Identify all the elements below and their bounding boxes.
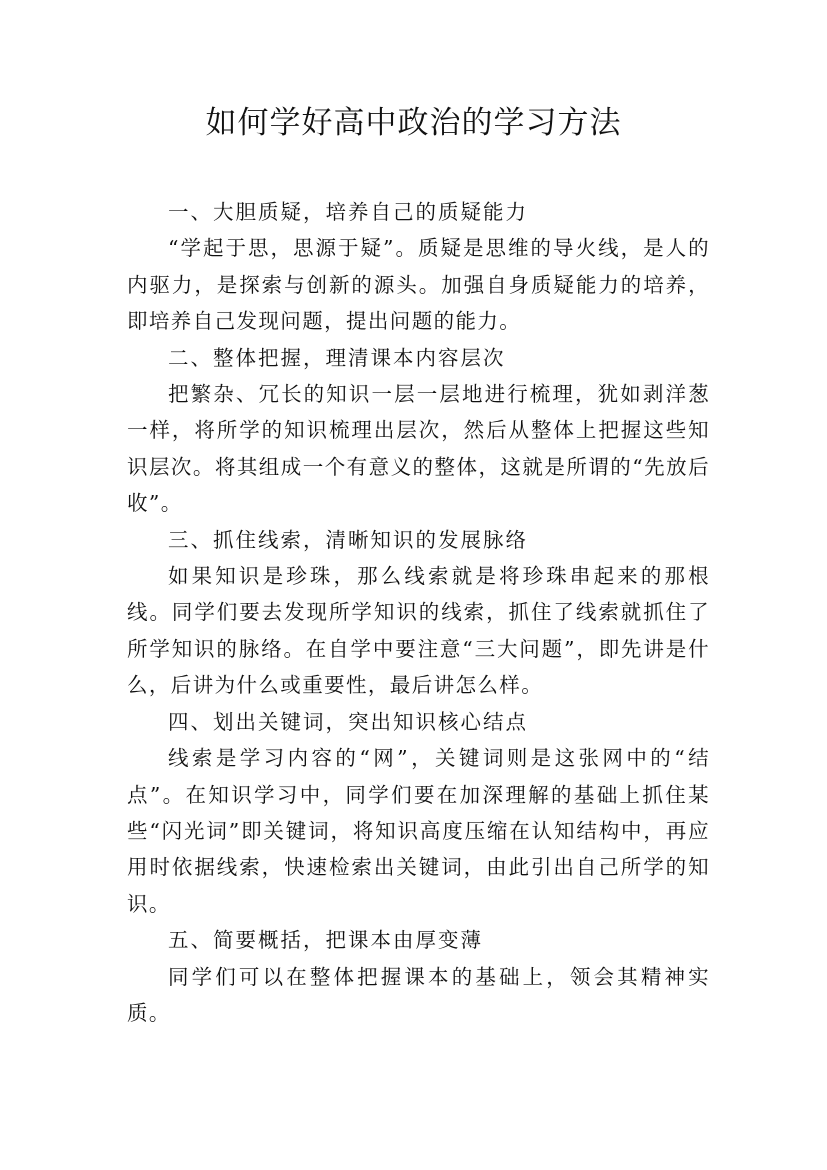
paragraph-4: 线索是学习内容的“网”，关键词则是这张网中的“结点”。在知识学习中，同学们要在加深理解的基础上抓住某些“闪光词”即关键词，将知识高度压缩在认知结构中，再应用时依据线索，快速检索出关键词，由此引出自己所学的知识。 — [127, 746, 710, 916]
section-heading-3: 三、抓住线索，清晰知识的发展脉络 — [168, 527, 528, 552]
section-heading-2: 二、整体把握，理清课本内容层次 — [168, 345, 506, 370]
paragraph-1: “学起于思，思源于疑”。质疑是思维的导火线，是人的内驱力，是探索与创新的源头。加强自身质疑能力的培养，即培养自己发现问题，提出问题的能力。 — [127, 236, 710, 334]
section-heading-4: 四、划出关键词，突出知识核心结点 — [168, 709, 528, 734]
section-heading-1: 一、大胆质疑，培养自己的质疑能力 — [168, 200, 528, 224]
document-body — [127, 194, 710, 1031]
document-title: 如何学好高中政治的学习方法 — [205, 105, 622, 141]
paragraph-3: 如果知识是珍珠，那么线索就是将珍珠串起来的那根线。同学们要去发现所学知识的线索，抓住了线索就抓住了所学知识的脉络。在自学中要注意“三大问题”，即先讲是什么，后讲为什么或重要性，最后讲怎么样。 — [127, 564, 710, 698]
paragraph-2: 把繁杂、冗长的知识一层一层地进行梳理，犹如剥洋葱一样，将所学的知识梳理出层次，然后从整体上把握这些知识层次。将其组成一个有意义的整体，这就是所谓的“先放后收”。 — [127, 382, 710, 516]
paragraph-5: 同学们可以在整体把握课本的基础上，领会其精神实质。 — [127, 964, 710, 1025]
section-heading-5: 五、简要概括，把课本由厚变薄 — [168, 928, 483, 953]
